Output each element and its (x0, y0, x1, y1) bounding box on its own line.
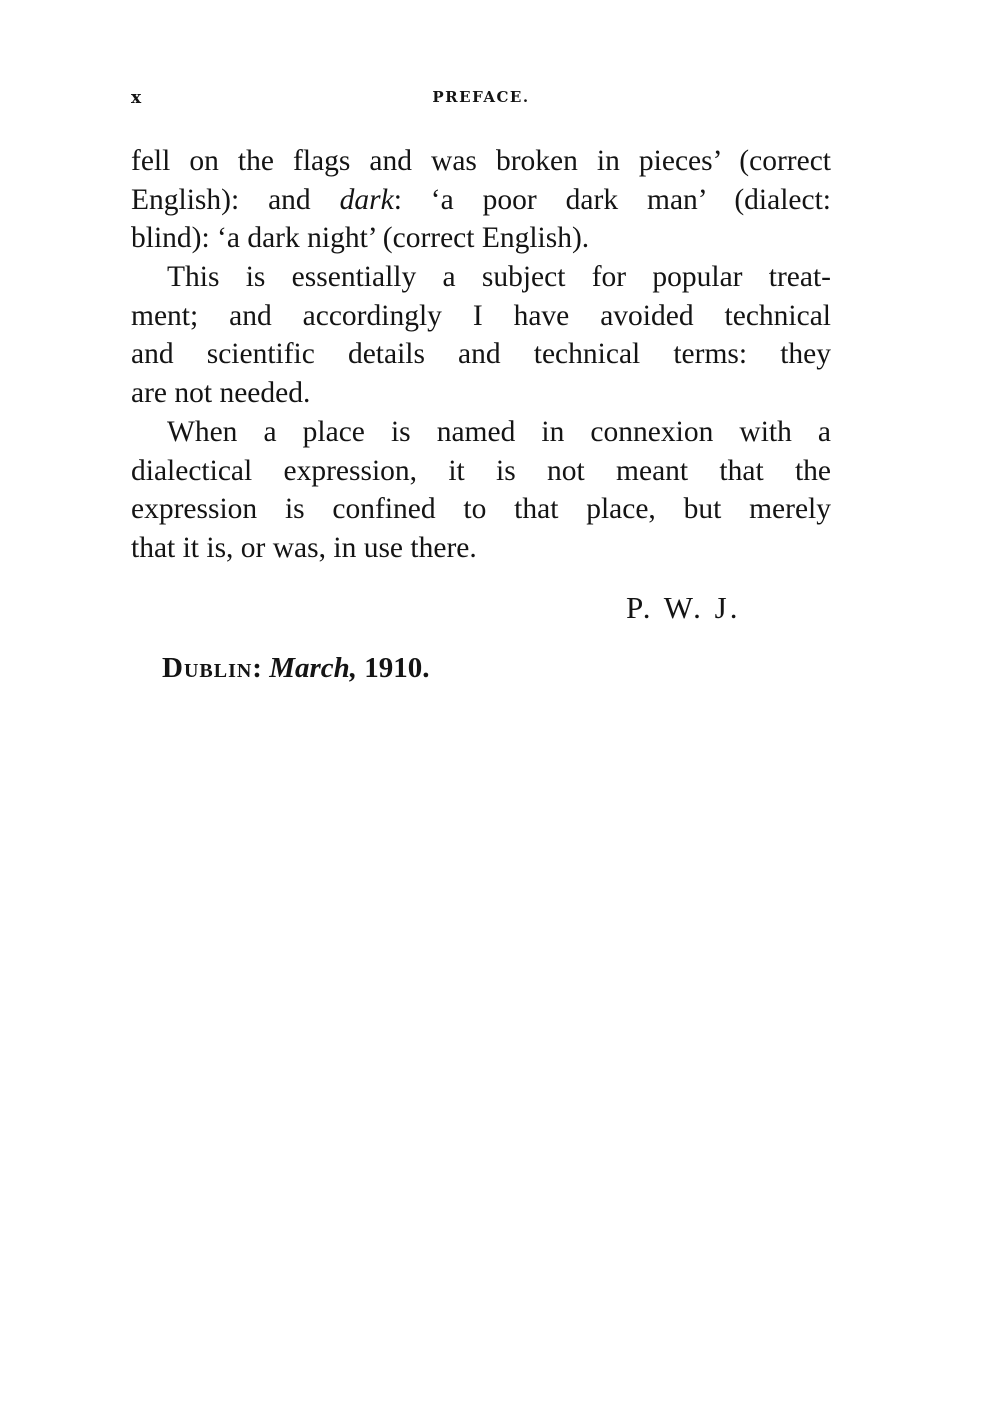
preface-text (131, 142, 831, 568)
text-line: that it is, or was, in use there. (131, 531, 477, 564)
text-line: are not needed. (131, 377, 311, 410)
text-line (131, 181, 831, 220)
text-line: dialectical expression, it is not meant that the (131, 454, 831, 487)
running-head (131, 88, 831, 114)
dateline-year: 1910. (357, 652, 430, 684)
text-run: : ‘a poor dark man’ (dialect: (393, 183, 831, 216)
text-line: blind): ‘a dark night’ (correct English). (131, 222, 590, 255)
text-line: fell on the flags and was broken in pieces’ (correct (131, 145, 831, 177)
paragraph (131, 258, 831, 413)
text-line: and scientific details and technical terms: they (131, 338, 831, 371)
dateline (162, 652, 430, 685)
paragraph (131, 413, 831, 568)
text-line: This is essentially a subject for popular treat- (167, 261, 831, 294)
dateline-month: March, (269, 652, 358, 684)
dateline-place: Dublin (162, 652, 253, 684)
dateline-separator: : (252, 652, 270, 684)
italic-term: dark (339, 183, 394, 216)
text-run: English): and (131, 183, 340, 216)
author-initials: P. W. J. (626, 590, 741, 625)
paragraph-continued (131, 142, 831, 258)
text-line: ment; and accordingly I have avoided technical (131, 299, 831, 332)
text-line: When a place is named in connexion with a (167, 415, 831, 448)
text-line: expression is confined to that place, but merely (131, 493, 831, 526)
running-title: PREFACE. (432, 88, 530, 106)
page-number: x (131, 88, 143, 108)
